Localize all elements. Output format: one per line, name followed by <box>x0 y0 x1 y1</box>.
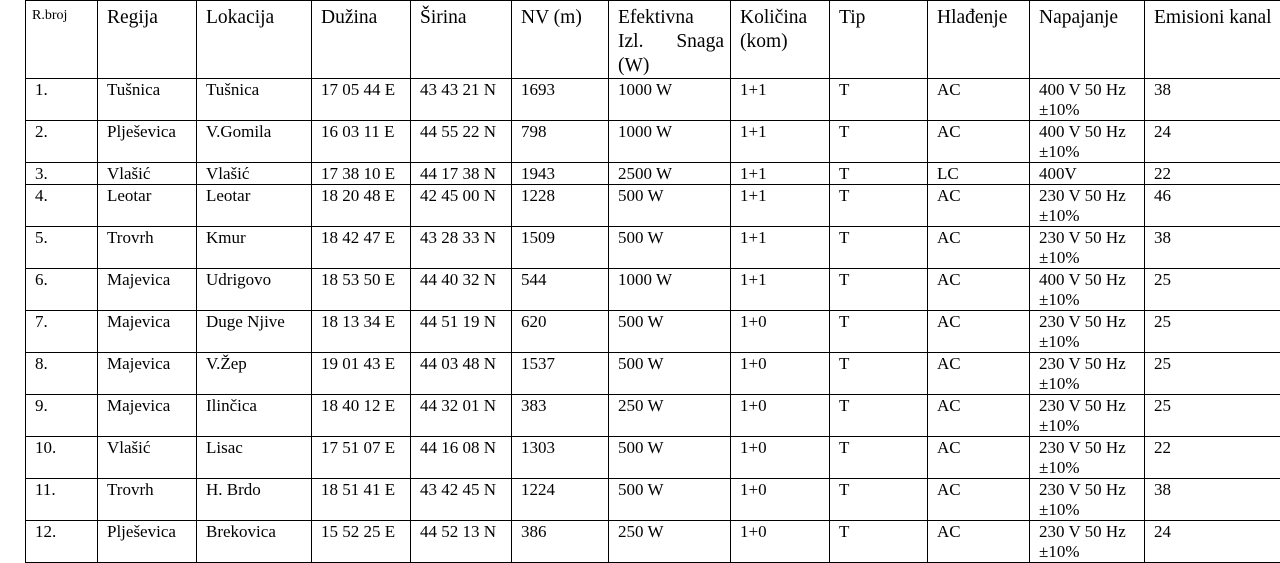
cell-regija: Vlašić <box>98 437 197 479</box>
table-row <box>26 437 1280 479</box>
cell-regija: Majevica <box>98 353 197 395</box>
table-row <box>26 185 1280 227</box>
cell-kolicina: 1+0 <box>731 437 830 479</box>
cell-sirina: 44 52 13 N <box>411 521 512 563</box>
cell-rbroj: 5. <box>26 227 98 269</box>
cell-duzina: 17 38 10 E <box>312 163 411 185</box>
cell-regija: Plješevica <box>98 521 197 563</box>
header-snaga: Efektivna Izl. Snaga (W) <box>609 1 731 79</box>
cell-napajanje: 400 V 50 Hz ±10% <box>1030 79 1145 121</box>
cell-kolicina: 1+0 <box>731 353 830 395</box>
cell-lokacija: V.Gomila <box>197 121 312 163</box>
cell-napajanje: 230 V 50 Hz ±10% <box>1030 353 1145 395</box>
header-duzina: Dužina <box>312 1 411 79</box>
cell-tip: T <box>830 395 928 437</box>
cell-tip: T <box>830 437 928 479</box>
cell-tip: T <box>830 521 928 563</box>
cell-kanal: 22 <box>1145 437 1280 479</box>
header-kolicina: Količina (kom) <box>731 1 830 79</box>
header-tip: Tip <box>830 1 928 79</box>
cell-nv: 383 <box>512 395 609 437</box>
cell-sirina: 44 40 32 N <box>411 269 512 311</box>
cell-lokacija: Kmur <box>197 227 312 269</box>
cell-snaga: 250 W <box>609 395 731 437</box>
cell-tip: T <box>830 479 928 521</box>
cell-rbroj: 3. <box>26 163 98 185</box>
cell-kolicina: 1+1 <box>731 185 830 227</box>
cell-duzina: 19 01 43 E <box>312 353 411 395</box>
cell-nv: 1943 <box>512 163 609 185</box>
cell-lokacija: Leotar <box>197 185 312 227</box>
cell-nv: 544 <box>512 269 609 311</box>
cell-nv: 1693 <box>512 79 609 121</box>
cell-snaga: 500 W <box>609 185 731 227</box>
header-regija: Regija <box>98 1 197 79</box>
cell-tip: T <box>830 227 928 269</box>
cell-tip: T <box>830 353 928 395</box>
cell-hladjenje: AC <box>928 353 1030 395</box>
cell-tip: T <box>830 79 928 121</box>
cell-nv: 1303 <box>512 437 609 479</box>
cell-lokacija: V.Žep <box>197 353 312 395</box>
cell-rbroj: 9. <box>26 395 98 437</box>
cell-rbroj: 8. <box>26 353 98 395</box>
cell-rbroj: 11. <box>26 479 98 521</box>
cell-kolicina: 1+0 <box>731 521 830 563</box>
cell-lokacija: Ilinčica <box>197 395 312 437</box>
cell-snaga: 500 W <box>609 227 731 269</box>
cell-snaga: 250 W <box>609 521 731 563</box>
table-body <box>26 79 1280 563</box>
cell-napajanje: 400 V 50 Hz ±10% <box>1030 269 1145 311</box>
table-row <box>26 79 1280 121</box>
cell-sirina: 44 51 19 N <box>411 311 512 353</box>
cell-tip: T <box>830 163 928 185</box>
cell-rbroj: 10. <box>26 437 98 479</box>
cell-regija: Majevica <box>98 269 197 311</box>
cell-lokacija: Vlašić <box>197 163 312 185</box>
table-row <box>26 521 1280 563</box>
cell-kanal: 38 <box>1145 227 1280 269</box>
cell-kanal: 38 <box>1145 79 1280 121</box>
table-row <box>26 163 1280 185</box>
cell-rbroj: 6. <box>26 269 98 311</box>
cell-kanal: 38 <box>1145 479 1280 521</box>
header-nv: NV (m) <box>512 1 609 79</box>
cell-sirina: 42 45 00 N <box>411 185 512 227</box>
cell-napajanje: 230 V 50 Hz ±10% <box>1030 479 1145 521</box>
cell-regija: Tušnica <box>98 79 197 121</box>
header-hladjenje: Hlađenje <box>928 1 1030 79</box>
cell-snaga: 2500 W <box>609 163 731 185</box>
cell-duzina: 18 13 34 E <box>312 311 411 353</box>
cell-kanal: 25 <box>1145 311 1280 353</box>
cell-lokacija: Brekovica <box>197 521 312 563</box>
table-row <box>26 269 1280 311</box>
cell-snaga: 1000 W <box>609 121 731 163</box>
cell-regija: Majevica <box>98 311 197 353</box>
cell-kanal: 24 <box>1145 121 1280 163</box>
header-row <box>26 1 1280 79</box>
cell-sirina: 44 17 38 N <box>411 163 512 185</box>
cell-tip: T <box>830 269 928 311</box>
cell-hladjenje: AC <box>928 121 1030 163</box>
cell-kolicina: 1+1 <box>731 269 830 311</box>
table-row <box>26 353 1280 395</box>
cell-sirina: 44 55 22 N <box>411 121 512 163</box>
cell-duzina: 15 52 25 E <box>312 521 411 563</box>
cell-duzina: 17 05 44 E <box>312 79 411 121</box>
table-row <box>26 311 1280 353</box>
transmitter-table <box>25 0 1280 563</box>
cell-rbroj: 4. <box>26 185 98 227</box>
cell-snaga: 500 W <box>609 311 731 353</box>
cell-hladjenje: LC <box>928 163 1030 185</box>
table-row <box>26 479 1280 521</box>
cell-nv: 1537 <box>512 353 609 395</box>
cell-tip: T <box>830 121 928 163</box>
cell-lokacija: Tušnica <box>197 79 312 121</box>
cell-duzina: 18 51 41 E <box>312 479 411 521</box>
header-rbroj: R.broj <box>26 1 98 79</box>
cell-regija: Plješevica <box>98 121 197 163</box>
cell-lokacija: Lisac <box>197 437 312 479</box>
cell-regija: Trovrh <box>98 479 197 521</box>
cell-hladjenje: AC <box>928 437 1030 479</box>
header-lokacija: Lokacija <box>197 1 312 79</box>
cell-hladjenje: AC <box>928 311 1030 353</box>
cell-napajanje: 230 V 50 Hz ±10% <box>1030 395 1145 437</box>
cell-sirina: 43 28 33 N <box>411 227 512 269</box>
cell-kolicina: 1+0 <box>731 311 830 353</box>
cell-hladjenje: AC <box>928 479 1030 521</box>
cell-nv: 1224 <box>512 479 609 521</box>
header-napajanje: Napajanje <box>1030 1 1145 79</box>
cell-napajanje: 230 V 50 Hz ±10% <box>1030 521 1145 563</box>
cell-kolicina: 1+1 <box>731 163 830 185</box>
cell-napajanje: 400V <box>1030 163 1145 185</box>
cell-lokacija: H. Brdo <box>197 479 312 521</box>
cell-rbroj: 12. <box>26 521 98 563</box>
cell-tip: T <box>830 311 928 353</box>
cell-sirina: 44 16 08 N <box>411 437 512 479</box>
cell-nv: 1228 <box>512 185 609 227</box>
cell-napajanje: 230 V 50 Hz ±10% <box>1030 437 1145 479</box>
cell-kanal: 46 <box>1145 185 1280 227</box>
cell-kolicina: 1+0 <box>731 395 830 437</box>
cell-tip: T <box>830 185 928 227</box>
header-kanal: Emisioni kanal <box>1145 1 1280 79</box>
cell-rbroj: 7. <box>26 311 98 353</box>
cell-nv: 620 <box>512 311 609 353</box>
table-row <box>26 395 1280 437</box>
cell-snaga: 1000 W <box>609 269 731 311</box>
cell-duzina: 17 51 07 E <box>312 437 411 479</box>
cell-kolicina: 1+1 <box>731 79 830 121</box>
cell-snaga: 1000 W <box>609 79 731 121</box>
cell-hladjenje: AC <box>928 227 1030 269</box>
cell-hladjenje: AC <box>928 395 1030 437</box>
cell-kanal: 24 <box>1145 521 1280 563</box>
cell-sirina: 43 43 21 N <box>411 79 512 121</box>
cell-hladjenje: AC <box>928 521 1030 563</box>
cell-hladjenje: AC <box>928 79 1030 121</box>
cell-kolicina: 1+1 <box>731 227 830 269</box>
cell-kolicina: 1+0 <box>731 479 830 521</box>
cell-snaga: 500 W <box>609 479 731 521</box>
cell-sirina: 43 42 45 N <box>411 479 512 521</box>
cell-lokacija: Udrigovo <box>197 269 312 311</box>
cell-snaga: 500 W <box>609 437 731 479</box>
cell-napajanje: 230 V 50 Hz ±10% <box>1030 185 1145 227</box>
cell-regija: Majevica <box>98 395 197 437</box>
cell-duzina: 16 03 11 E <box>312 121 411 163</box>
cell-regija: Leotar <box>98 185 197 227</box>
cell-regija: Vlašić <box>98 163 197 185</box>
cell-hladjenje: AC <box>928 185 1030 227</box>
cell-duzina: 18 53 50 E <box>312 269 411 311</box>
cell-kanal: 25 <box>1145 353 1280 395</box>
cell-napajanje: 230 V 50 Hz ±10% <box>1030 311 1145 353</box>
table-row <box>26 121 1280 163</box>
cell-nv: 798 <box>512 121 609 163</box>
cell-nv: 1509 <box>512 227 609 269</box>
cell-rbroj: 1. <box>26 79 98 121</box>
cell-kolicina: 1+1 <box>731 121 830 163</box>
cell-napajanje: 400 V 50 Hz ±10% <box>1030 121 1145 163</box>
cell-kanal: 25 <box>1145 269 1280 311</box>
cell-duzina: 18 40 12 E <box>312 395 411 437</box>
cell-nv: 386 <box>512 521 609 563</box>
cell-napajanje: 230 V 50 Hz ±10% <box>1030 227 1145 269</box>
cell-lokacija: Duge Njive <box>197 311 312 353</box>
cell-kanal: 25 <box>1145 395 1280 437</box>
cell-kanal: 22 <box>1145 163 1280 185</box>
cell-sirina: 44 03 48 N <box>411 353 512 395</box>
cell-duzina: 18 42 47 E <box>312 227 411 269</box>
cell-snaga: 500 W <box>609 353 731 395</box>
table-row <box>26 227 1280 269</box>
cell-sirina: 44 32 01 N <box>411 395 512 437</box>
header-sirina: Širina <box>411 1 512 79</box>
cell-regija: Trovrh <box>98 227 197 269</box>
cell-hladjenje: AC <box>928 269 1030 311</box>
cell-rbroj: 2. <box>26 121 98 163</box>
cell-duzina: 18 20 48 E <box>312 185 411 227</box>
